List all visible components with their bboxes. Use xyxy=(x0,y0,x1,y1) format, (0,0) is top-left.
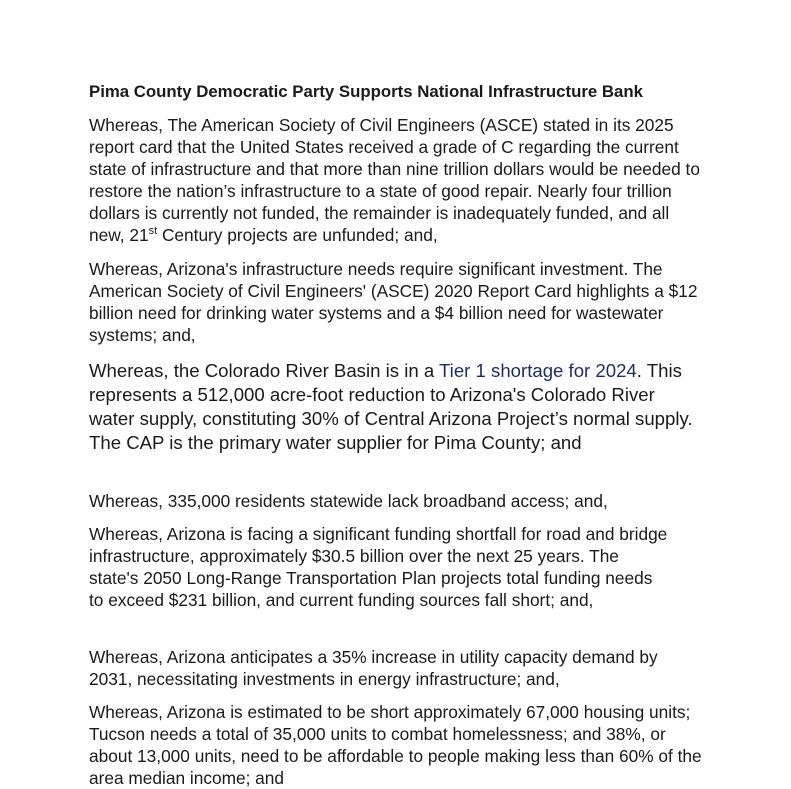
paragraph-utility: Whereas, Arizona anticipates a 35% increase in utility capacity demand by 2031, necessitating investments in energy infrastructure; and, xyxy=(89,647,658,689)
paragraph-text: Century projects are unfunded; and, xyxy=(157,225,438,245)
document-title: Pima County Democratic Party Supports National Infrastructure Bank xyxy=(89,82,643,101)
paragraph-arizona-water: Whereas, Arizona's infrastructure needs require significant investment. The American Society of Civil Engineers' (ASCE) 2020 Report Card highlights a $12 billion need for drinking water systems and a $4 billion need for wastewater systems; and, xyxy=(89,259,698,345)
superscript: st xyxy=(148,225,158,238)
paragraph-text: . This represents a 512,000 acre-foot reduction to Arizona's Colorado River water supply, constituting 30% of Central Arizona Project’s normal supply. The CAP is the primary water supplier for Pima County; and xyxy=(89,360,693,453)
paragraph-asce-report xyxy=(89,114,704,246)
paragraph-housing: Whereas, Arizona is estimated to be short approximately 67,000 housing units; Tucson needs a total of 35,000 units to combat homelessness; and 38%, or about 13,000 units, need to be affordable to people making less than 60% of the area median income; and xyxy=(89,702,702,788)
tier1-shortage-link[interactable]: Tier 1 shortage for 2024 xyxy=(439,360,637,381)
paragraph-roads: Whereas, Arizona is facing a significant funding shortfall for road and bridge infrastructure, approximately $30.5 billion over the next 25 years. The state's 2050 Long-Range Transportation Plan projects total funding needs to exceed $231 billion, and current funding sources fall short; and, xyxy=(89,524,668,610)
paragraph-broadband: Whereas, 335,000 residents statewide lack broadband access; and, xyxy=(89,491,608,511)
paragraph-text: Whereas, the Colorado River Basin is in a xyxy=(89,360,440,381)
paragraph-colorado-river xyxy=(89,359,699,455)
paragraph-text: Whereas, The American Society of Civil Engineers (ASCE) stated in its 2025 report card that the United States received a grade of C regarding the current state of infrastructure and that more than nine trillion dollars would be needed to restore the nation’s infrastructure to a state of good repair. Nearly four trillion dollars is currently not funded, the remainder is inadequately funded, and all new, 21 xyxy=(89,115,700,245)
